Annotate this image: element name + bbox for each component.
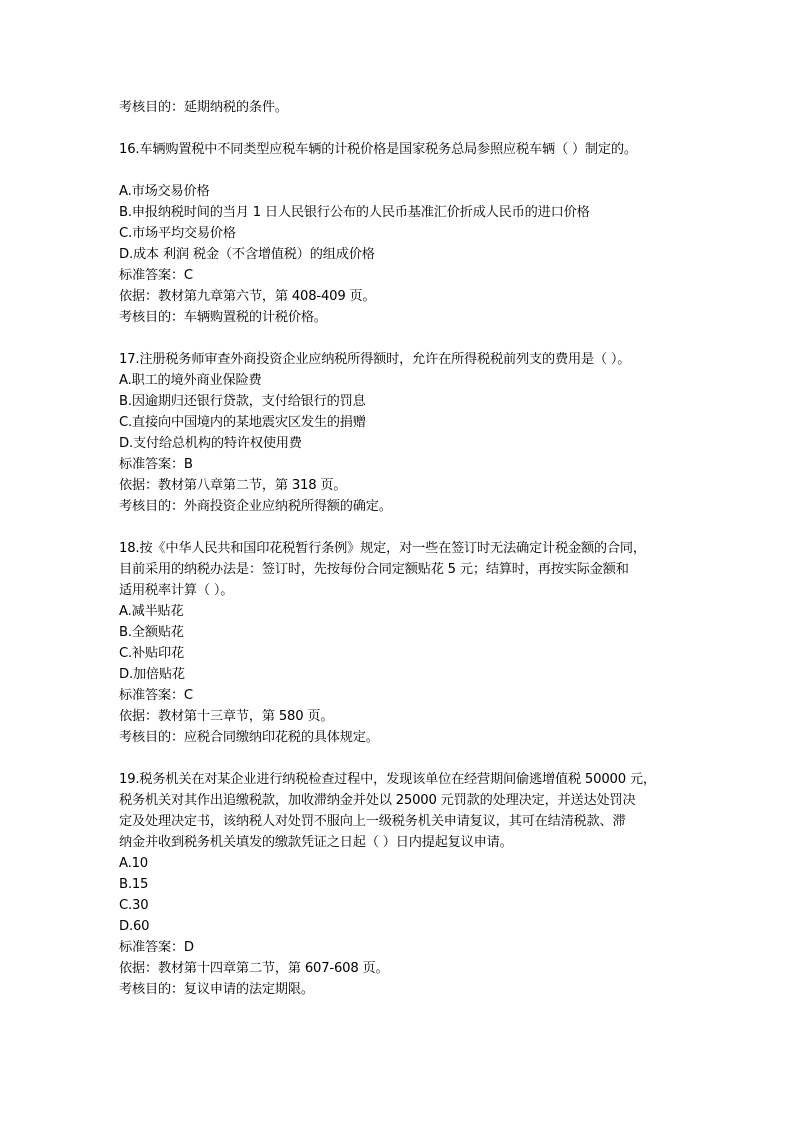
option-a: A.职工的境外商业保险费 — [119, 373, 262, 388]
objective: 考核目的：复议申请的法定期限。 — [119, 982, 314, 997]
basis: 依据：教材第十三章节，第 580 页。 — [119, 709, 334, 724]
question-19 — [119, 769, 699, 1000]
option-c: C.市场平均交易价格 — [119, 226, 236, 241]
question-stem-line-1: 19.税务机关在对某企业进行纳税检查过程中，发现该单位在经营期间偷逃增值税 50000 元， — [119, 772, 656, 787]
question-17 — [119, 349, 699, 517]
option-a: A.减半贴花 — [119, 604, 184, 619]
objective: 考核目的：车辆购置税的计税价格。 — [119, 310, 327, 325]
option-b: B.全额贴花 — [119, 625, 184, 640]
option-c: C.直接向中国境内的某地震灾区发生的捐赠 — [119, 415, 366, 430]
option-d: D.成本 利润 税金（不含增值税）的组成价格 — [119, 247, 375, 262]
standard-answer: 标准答案：D — [119, 940, 194, 955]
option-c: C.30 — [119, 898, 149, 913]
option-d: D.支付给总机构的特许权使用费 — [119, 436, 302, 451]
basis: 依据：教材第八章第二节，第 318 页。 — [119, 478, 347, 493]
spacer — [119, 328, 699, 349]
option-a: A.市场交易价格 — [119, 184, 210, 199]
question-stem-line-1: 18.按《中华人民共和国印花税暂行条例》规定，对一些在签订时无法确定计税金额的合同， — [119, 541, 646, 556]
standard-answer: 标准答案：C — [119, 268, 193, 283]
question-stem: 17.注册税务师审查外商投资企业应纳税所得额时，允许在所得税税前列支的费用是（ ）。 — [119, 352, 631, 367]
question-stem: 16.车辆购置税中不同类型应税车辆的计税价格是国家税务总局参照应税车辆（ ）制定的。 — [119, 142, 637, 157]
basis: 依据：教材第九章第六节，第 408-409 页。 — [119, 289, 376, 304]
question-18 — [119, 538, 699, 748]
question-stem-line-4: 纳金并收到税务机关填发的缴款凭证之日起（ ）日内提起复议申请。 — [119, 835, 513, 850]
objective: 考核目的：应税合同缴纳印花税的具体规定。 — [119, 730, 379, 745]
document-page — [119, 97, 699, 1000]
spacer — [119, 118, 699, 139]
option-b: B.申报纳税时间的当月 1 日人民银行公布的人民币基准汇价折成人民币的进口价格 — [119, 205, 590, 220]
standard-answer: 标准答案：B — [119, 457, 193, 472]
question-stem-line-2: 目前采用的纳税办法是：签订时，先按每份合同定额贴花 5 元；结算时，再按实际金额和 — [119, 562, 629, 577]
standard-answer: 标准答案：C — [119, 688, 193, 703]
spacer — [119, 160, 699, 181]
basis: 依据：教材第十四章第二节，第 607-608 页。 — [119, 961, 389, 976]
spacer — [119, 517, 699, 538]
option-b: B.因逾期归还银行贷款，支付给银行的罚息 — [119, 394, 366, 409]
option-c: C.补贴印花 — [119, 646, 184, 661]
option-a: A.10 — [119, 856, 148, 871]
option-b: B.15 — [119, 877, 149, 892]
question-16 — [119, 139, 699, 328]
question-stem-line-2: 税务机关对其作出追缴税款，加收滞纳金并处以 25000 元罚款的处理决定，并送达处罚决 — [119, 793, 636, 808]
question-stem-line-3: 定及处理决定书，该纳税人对处罚不服向上一级税务机关申请复议，其可在结清税款、滞 — [119, 814, 626, 829]
objective: 考核目的：外商投资企业应纳税所得额的确定。 — [119, 499, 392, 514]
option-d: D.加倍贴花 — [119, 667, 185, 682]
spacer — [119, 748, 699, 769]
question-stem-line-3: 适用税率计算（ ）。 — [119, 583, 234, 598]
option-d: D.60 — [119, 919, 150, 934]
previous-objective: 考核目的：延期纳税的条件。 — [119, 100, 288, 115]
